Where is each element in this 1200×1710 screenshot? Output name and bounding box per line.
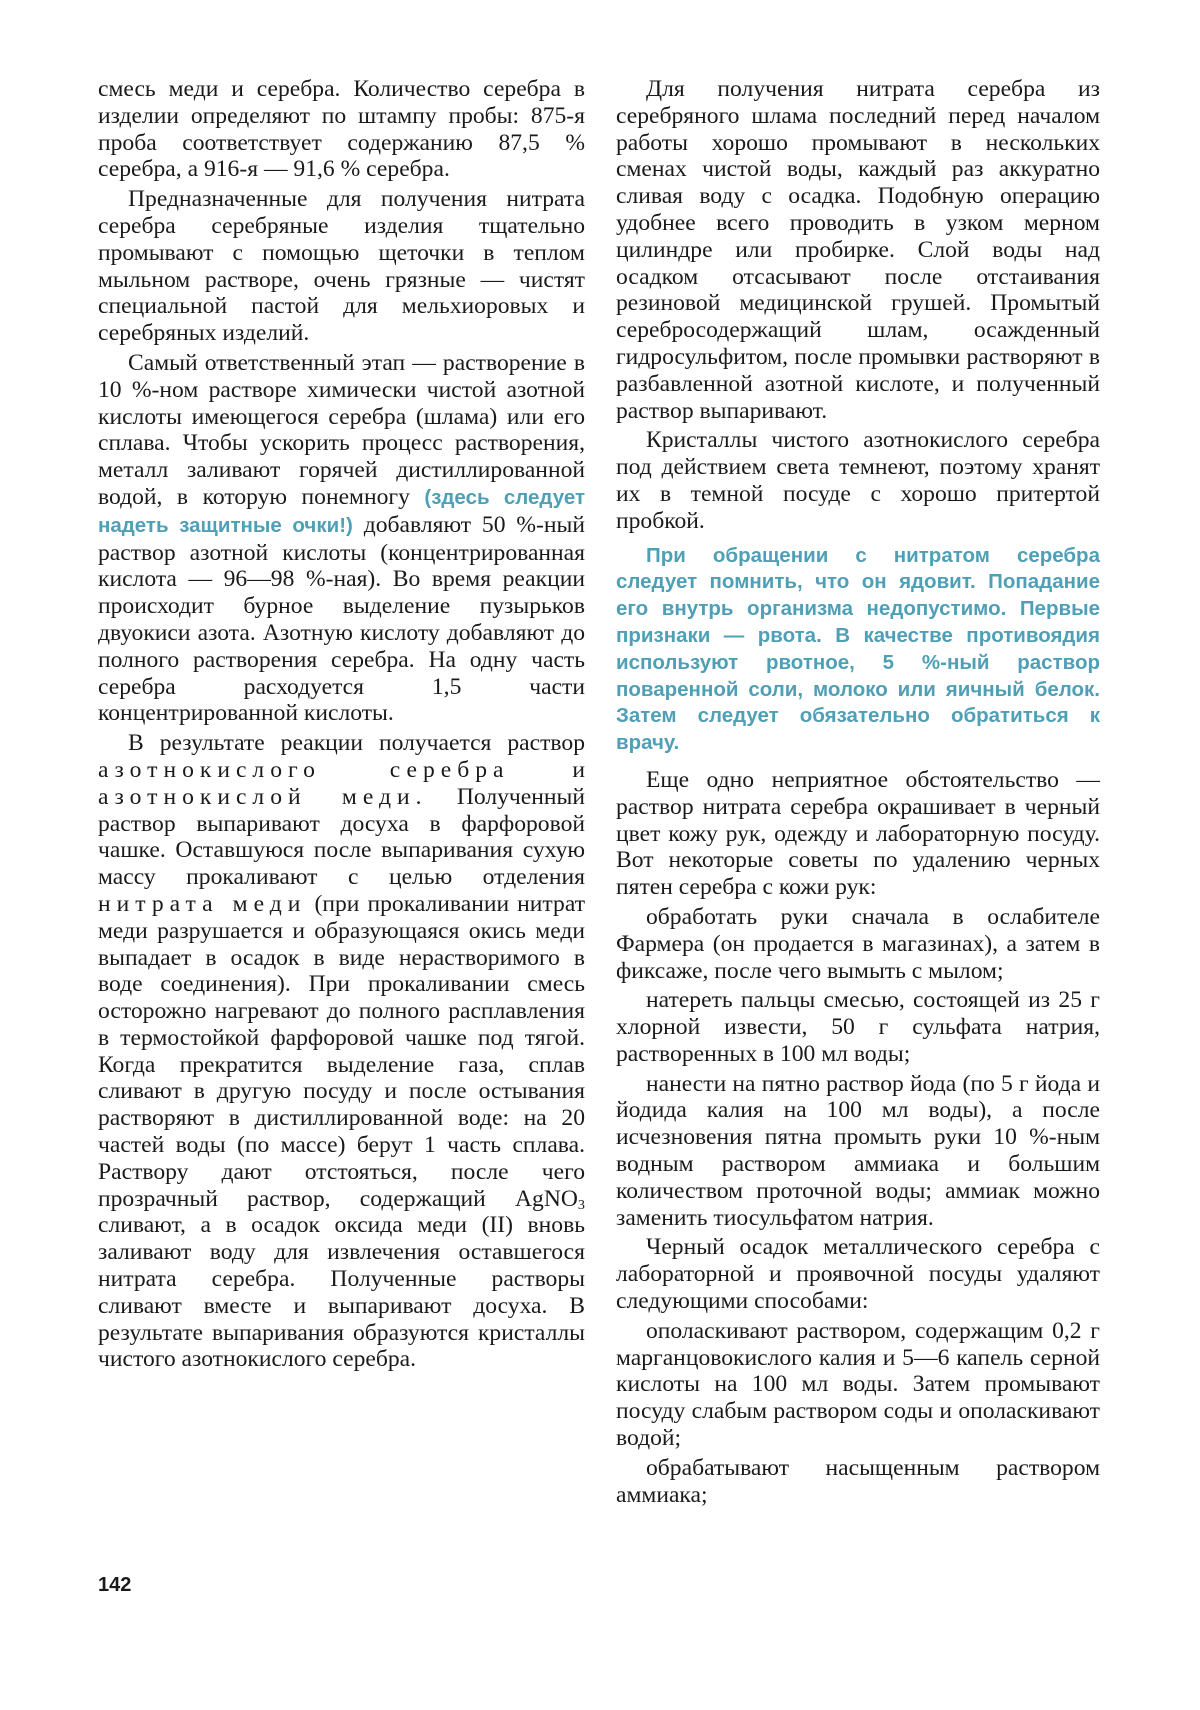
paragraph: Для получения нитрата серебра из серебряного шлама последний перед началом работы хорошо промывают в нескольких сменах чистой воды, каждый раз аккуратно сливая воду с осадка. Подобную операцию удобнее всего проводить в узком мерном цилиндре или пробирке. Слой воды над осадком отсасывают после отстаивания резиновой медицинской грушей. Промытый серебросодержащий шлам, осажденный гидросульфитом, после промывки растворяют в разбавленной азотной кислоте, и полученный раствор выпаривают. <box>616 76 1100 424</box>
page-number: 142 <box>98 1574 132 1596</box>
emphasized-term: нитрата меди <box>98 890 307 917</box>
paragraph <box>98 730 585 1373</box>
paragraph-text: (при прокаливании нитрат меди разрушается и образующаяся окись меди выпадает в осадок в виде нерастворимого в воде соединения). При прокаливании смесь осторожно нагревают до полного расплавления в термостойкой фарфоровой чашке под тягой. Когда прекратится выделение газа, сплав сливают в другую посуду и после остывания растворяют в дистиллированной воде: на 20 частей воды (по массе) берут 1 часть сплава. Раствору дают отстояться, после чего прозрачный раствор, содержащий <box>98 890 585 1212</box>
list-item: нанести на пятно раствор йода (по 5 г йода и йодида калия на 100 мл воды), а после исчезновения пятна промыть руки 10 %-ным водным раствором аммиака и большим количеством проточной воды; аммиак можно заменить тиосульфатом натрия. <box>616 1070 1100 1231</box>
list-item: натереть пальцы смесью, состоящей из 25 г хлорной извести, 50 г сульфата натрия, растворенных в 100 мл воды; <box>616 987 1100 1067</box>
list-item: ополаскивают раствором, содержащим 0,2 г марганцовокислого калия и 5—6 капель серной кислоты на 100 мл воды. Затем промывают посуду слабым раствором соды и ополаскивают водой; <box>616 1317 1100 1452</box>
paragraph-text: Полученный раствор выпаривают досуха в фарфоровой чашке. Оставшуюся после выпаривания сухую массу прокаливают с целью отделения <box>98 783 585 891</box>
paragraph: Черный осадок металлического серебра с лабораторной и проявочной посуды удаляют следующими способами: <box>616 1234 1100 1315</box>
right-column <box>616 76 1100 1511</box>
paragraph: смесь меди и серебра. Количество серебра в изделии определяют по штампу пробы: 875-я проба соответствует содержанию 87,5 % серебра, а 916-я — 91,6 % серебра. <box>98 76 585 183</box>
paragraph <box>98 350 585 727</box>
left-column <box>98 76 585 1376</box>
paragraph-text: добавляют 50 %-ный раствор азотной кислоты (концентрированная кислота — 96—98 %-ная). Во время реакции происходит бурное выделение пузырьков двуокиси азота. Азотную кислоту добавляют до полного растворения серебра. На одну часть серебра расходуется 1,5 части концентрированной кислоты. <box>98 511 585 727</box>
safety-note: (здесь следует надеть защитные очки!) <box>98 485 585 537</box>
paragraph-text: сливают, а в осадок оксида меди (II) вновь заливают воду для извлечения оставшегося нитрата серебра. Полученные растворы сливают вместе и выпаривают досуха. В результате выпаривания образуются кристаллы чистого азотнокислого серебра. <box>98 1212 585 1373</box>
emphasized-term: азотнокислой меди. <box>98 783 428 810</box>
paragraph: Еще одно неприятное обстоятельство — раствор нитрата серебра окрашивает в черный цвет кожу рук, одежду и лабораторную посуду. Вот некоторые советы по удалению черных пятен серебра с кожи рук: <box>616 766 1100 901</box>
chemical-formula <box>515 1186 585 1212</box>
paragraph-text: и <box>572 756 585 783</box>
paragraph-text: В результате реакции получается раствор <box>128 730 585 757</box>
emphasized-term: азотнокислого серебра <box>98 756 510 783</box>
formula-main: AgNO <box>515 1185 578 1212</box>
list-item: обработать руки сначала в ослабителе Фармера (он продается в магазинах), а затем в фиксаже, после чего вымыть с мылом; <box>616 903 1100 984</box>
warning-block: При обращении с нитратом серебра следует помнить, что он ядовит. Попадание его внутрь организма недопустимо. Первые признаки — рвота. В качестве противоядия используют рвотное, 5 %-ный раствор поваренной соли, молоко или яичный белок. Затем следует обязательно обратиться к врачу. <box>616 543 1100 755</box>
paragraph: Предназначенные для получения нитрата серебра серебряные изделия тщательно промывают с помощью щеточки в теплом мыльном растворе, очень грязные — чистят специальной пастой для мельхиоровых и серебряных изделий. <box>98 186 585 347</box>
paragraph: Кристаллы чистого азотнокислого серебра под действием света темнеют, поэтому хранят их в темной посуде с хорошо притертой пробкой. <box>616 427 1100 534</box>
paragraph-text: Самый ответственный этап — растворение в 10 %-ном растворе химически чистой азотной кислоты имеющегося серебра (шлама) или его сплава. Чтобы ускорить процесс растворения, металл заливают горячей дистиллированной водой, в которую понемногу <box>98 349 585 510</box>
list-item: обрабатывают насыщенным раствором аммиака; <box>616 1454 1100 1508</box>
formula-subscript: 3 <box>577 1196 585 1213</box>
